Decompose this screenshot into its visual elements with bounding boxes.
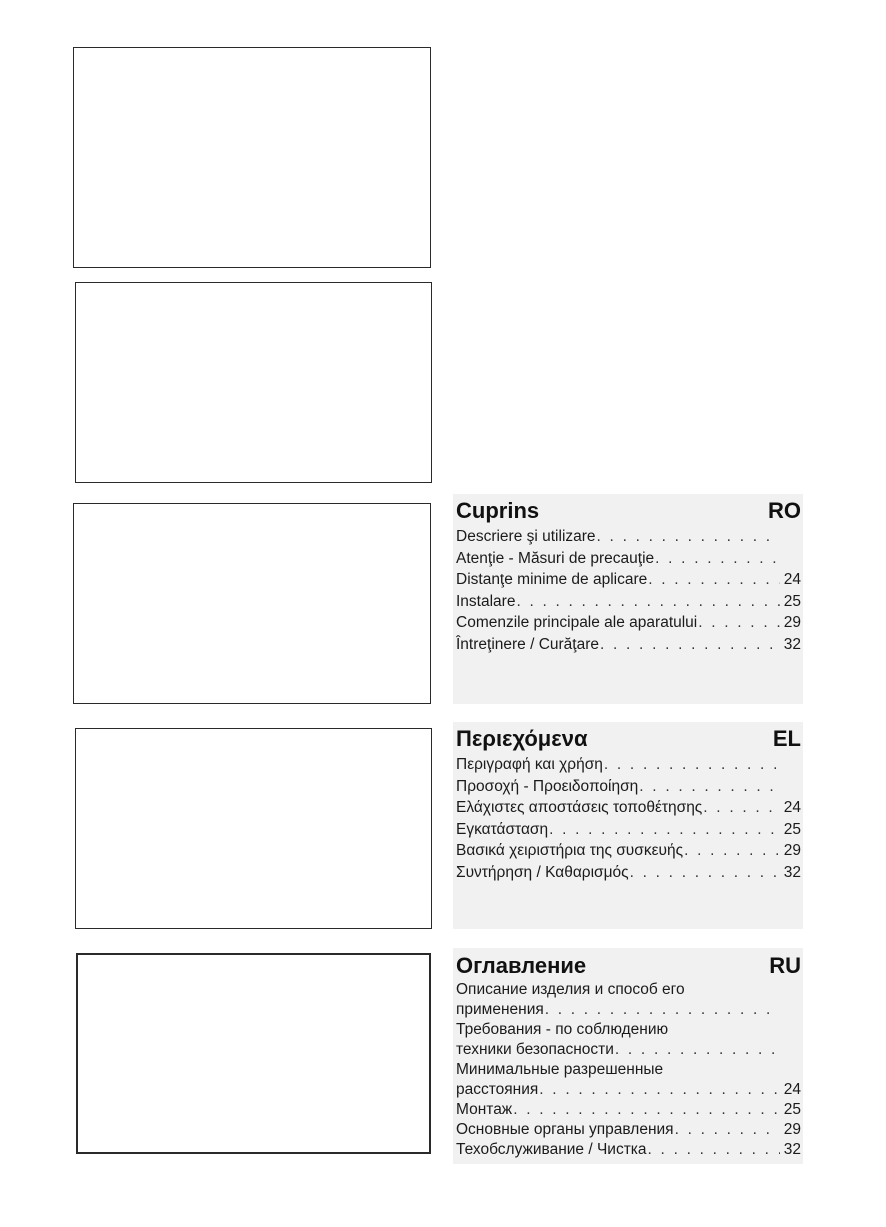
image-frame-3: [73, 503, 431, 704]
image-frame-5: [76, 953, 431, 1154]
toc-entry-text: Συντήρηση / Καθαρισμός: [456, 863, 629, 881]
toc-entry-line: [456, 980, 801, 1000]
toc-entry: [456, 776, 801, 798]
toc-title: Оглавление: [456, 953, 587, 978]
toc-entry: [456, 1100, 801, 1120]
toc-entry-text: Προσοχή - Προειδοποίηση: [456, 777, 639, 795]
toc-header: [456, 496, 801, 526]
toc-entry: [456, 840, 801, 862]
dot-leader: [600, 634, 780, 656]
toc-entry-page: 29: [783, 1121, 801, 1138]
toc-entry-line: [456, 1020, 801, 1040]
toc-entry-text: Atenţie - Măsuri de precauţie: [456, 549, 655, 567]
toc-title: Cuprins: [456, 498, 540, 523]
toc-entry-text: Distanţe minime de aplicare: [456, 571, 648, 588]
dot-leader: [516, 591, 780, 613]
dot-leader: [698, 612, 780, 634]
toc-entry-text: Περιγραφή και χρήση: [456, 756, 603, 773]
toc-russian: [453, 948, 803, 1164]
dot-leader: [684, 840, 780, 862]
dot-leader: [513, 1100, 780, 1120]
language-code: EL: [772, 726, 801, 751]
toc-entry-text: Εγκατάσταση: [456, 820, 549, 838]
toc-entry-text: Техобслуживание / Чистка: [456, 1141, 647, 1158]
toc-entry-text: Минимальные разрешенные: [456, 1061, 664, 1078]
toc-entry-page: 29: [783, 842, 801, 859]
toc-entry-line: [456, 1060, 801, 1080]
toc-entry: [456, 591, 801, 613]
image-frame-1: [73, 47, 431, 268]
dot-leader: [615, 1040, 780, 1060]
toc-entry: [456, 526, 801, 548]
dot-leader: [539, 1080, 780, 1100]
toc-entry-text: Ελάχιστες αποστάσεις τοποθέτησης: [456, 799, 703, 816]
toc-entry-text: Βασικά χειριστήρια της συσκευής: [456, 842, 684, 859]
toc-entry-text: Instalare: [456, 592, 516, 610]
toc-entry-text: Descriere şi utilizare: [456, 528, 596, 545]
dot-leader: [655, 548, 780, 570]
toc-entry-page: 32: [783, 863, 801, 881]
toc-entry-page: 24: [783, 1081, 801, 1098]
toc-entry: [456, 819, 801, 841]
toc-entry: [456, 634, 801, 656]
dot-leader: [545, 1000, 780, 1020]
toc-entry-page: 32: [783, 1141, 801, 1158]
toc-entry-text: техники безопасности: [456, 1041, 614, 1058]
dot-leader: [648, 569, 780, 591]
toc-entry-text: Описание изделия и способ его: [456, 981, 685, 998]
toc-romanian: [453, 494, 803, 704]
toc-greek: [453, 722, 803, 929]
dot-leader: [703, 797, 780, 819]
language-code: RU: [769, 953, 801, 978]
toc-entry-text: Comenzile principale ale aparatului: [456, 614, 698, 631]
toc-entry-text: Требования - по соблюдению: [456, 1021, 669, 1038]
toc-entry-text: применения: [456, 1001, 544, 1018]
dot-leader: [648, 1140, 780, 1160]
toc-entry-page: 25: [783, 1101, 801, 1118]
dot-leader: [597, 526, 780, 548]
toc-entry: [456, 612, 801, 634]
dot-leader: [675, 1120, 780, 1140]
dot-leader: [604, 754, 780, 776]
dot-leader: [639, 776, 780, 798]
toc-entry-text: Întreţinere / Curăţare: [456, 635, 600, 653]
image-frame-2: [75, 282, 432, 483]
image-frame-4: [75, 728, 432, 929]
toc-title: Περιεχόμενα: [456, 726, 588, 751]
toc-entry: [456, 1040, 801, 1060]
toc-entry: [456, 754, 801, 776]
toc-entry-page: 24: [783, 799, 801, 816]
toc-header: [456, 724, 801, 754]
dot-leader: [630, 862, 780, 884]
toc-entry-page: 25: [783, 592, 801, 610]
toc-entry-page: 24: [783, 571, 801, 588]
toc-entry: [456, 548, 801, 570]
toc-header: [456, 952, 801, 980]
toc-entry-page: 29: [783, 614, 801, 631]
language-code: RO: [768, 498, 801, 523]
toc-entry: [456, 862, 801, 884]
toc-entry: [456, 797, 801, 819]
toc-entry: [456, 1120, 801, 1140]
toc-entry: [456, 1000, 801, 1020]
toc-entry-page: 25: [783, 820, 801, 838]
toc-entry-text: расстояния: [456, 1081, 539, 1098]
toc-entry: [456, 1140, 801, 1160]
toc-entry-text: Основные органы управления: [456, 1121, 674, 1138]
toc-entry-page: 32: [783, 635, 801, 653]
toc-entry: [456, 1080, 801, 1100]
toc-entry-text: Монтаж: [456, 1101, 513, 1118]
dot-leader: [549, 819, 780, 841]
toc-entry: [456, 569, 801, 591]
